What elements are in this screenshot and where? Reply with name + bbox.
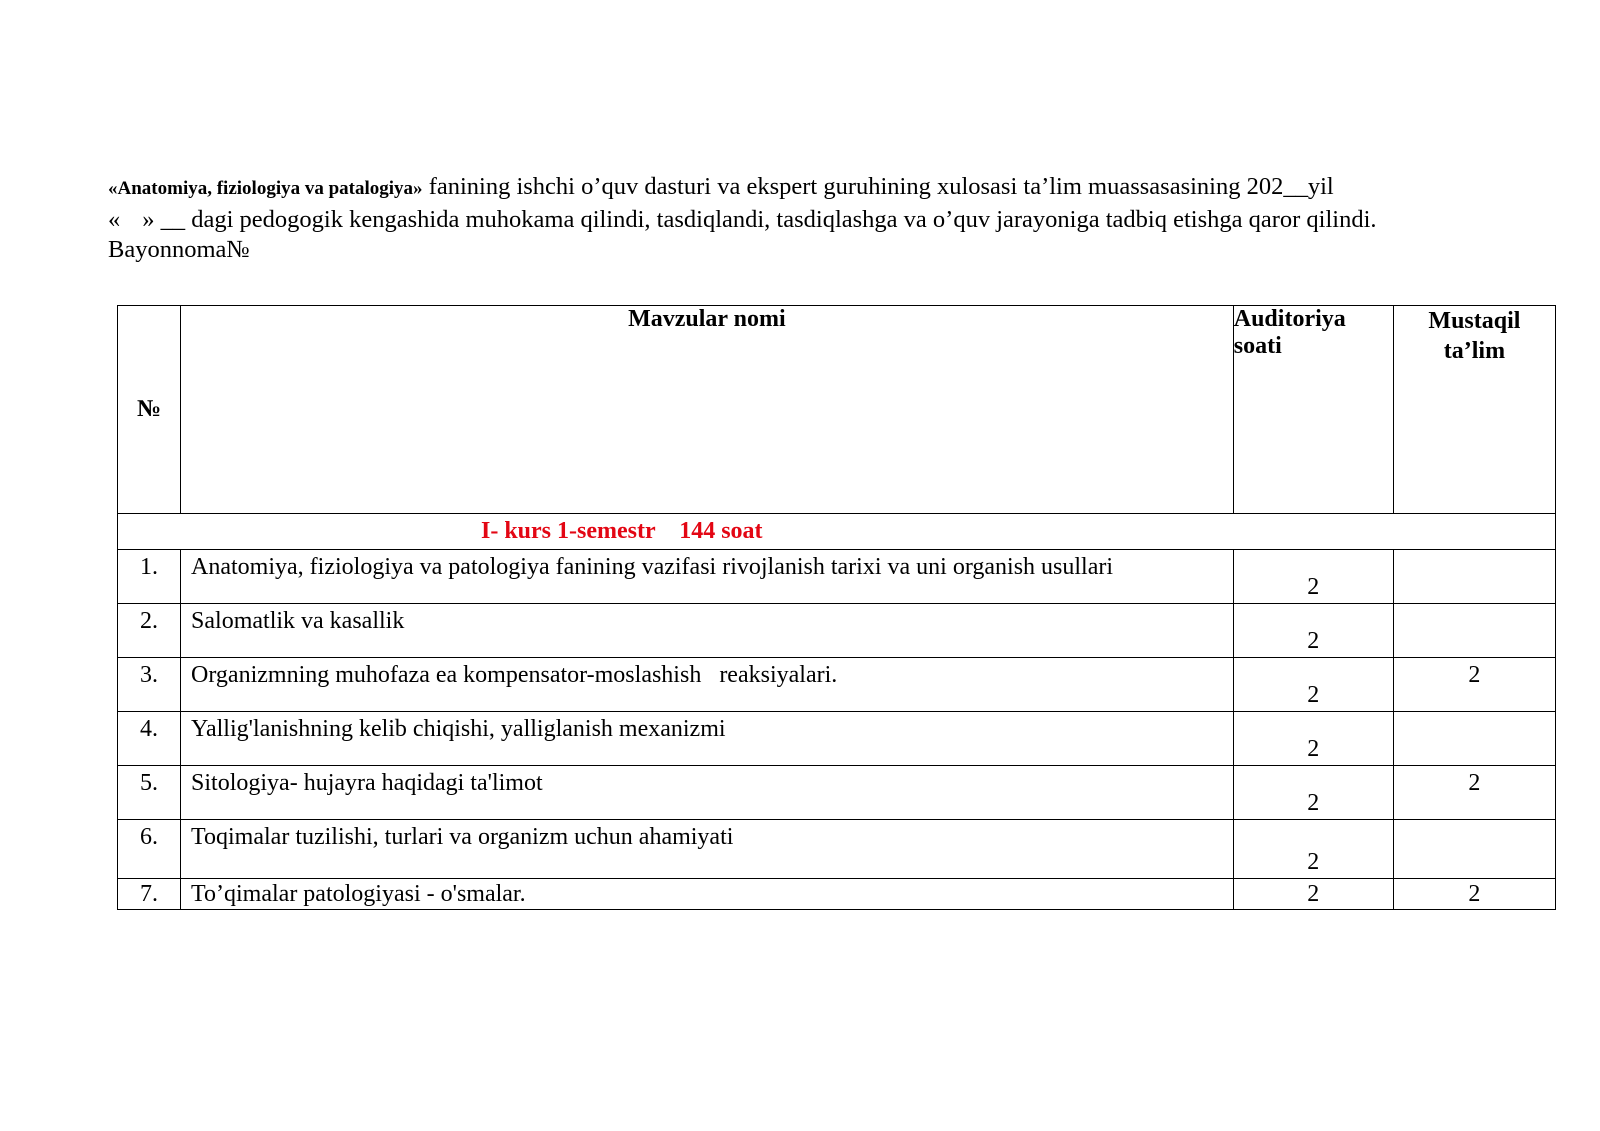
header-independent-line2: ta’lim — [1443, 338, 1506, 364]
row-topic: Sitologiya- hujayra haqidagi ta'limot — [181, 766, 1234, 820]
row-auditorium-hours: 2 — [1233, 820, 1393, 879]
table-row — [118, 658, 1556, 712]
row-number: 6. — [118, 820, 181, 879]
table-header-row — [118, 306, 1556, 514]
row-independent-hours — [1393, 550, 1555, 604]
table-row — [118, 604, 1556, 658]
row-number: 5. — [118, 766, 181, 820]
header-number: № — [118, 306, 181, 514]
header-auditorium-line2: soati — [1233, 333, 1282, 359]
intro-line-2-text: » __ dagi pedogogik kengashida muhokama qilindi, tasdiqlandi, tasdiqlashga va o’quv jarayoniga tadbiq etishga qaror qilindi. — [142, 205, 1377, 233]
table-row — [118, 712, 1556, 766]
row-number: 7. — [118, 879, 181, 910]
header-independent-study — [1393, 306, 1555, 514]
intro-line-2 — [108, 205, 1503, 236]
row-independent-hours — [1393, 712, 1555, 766]
row-independent-hours: 2 — [1393, 879, 1555, 910]
topics-table — [117, 305, 1556, 910]
protocol-number-label: Bayonnoma№ — [108, 236, 250, 263]
row-topic: Salomatlik va kasallik — [181, 604, 1234, 658]
row-topic: Anatomiya, fiziologiya va patologiya fanining vazifasi rivojlanish tarixi va uni organish usullari — [181, 550, 1234, 604]
semester-label: I- kurs 1-semestr 144 soat — [118, 514, 1556, 550]
row-independent-hours: 2 — [1393, 658, 1555, 712]
row-topic: Toqimalar tuzilishi, turlari va organizm uchun ahamiyati — [181, 820, 1234, 879]
intro-line-1 — [108, 172, 1503, 205]
row-number: 1. — [118, 550, 181, 604]
table-row — [118, 820, 1556, 879]
row-independent-hours — [1393, 604, 1555, 658]
row-auditorium-hours: 2 — [1233, 766, 1393, 820]
row-topic: Yallig'lanishning kelib chiqishi, yalliglanish mexanizmi — [181, 712, 1234, 766]
row-independent-hours — [1393, 820, 1555, 879]
row-number: 4. — [118, 712, 181, 766]
row-auditorium-hours: 2 — [1233, 550, 1393, 604]
intro-line-1-text: fanining ishchi o’quv dasturi va ekspert guruhining xulosasi ta’lim muassasasining 202__yil — [422, 173, 1334, 200]
intro-paragraph — [108, 172, 1503, 266]
open-quote: « — [108, 205, 121, 233]
row-auditorium-hours: 2 — [1233, 658, 1393, 712]
row-auditorium-hours: 2 — [1233, 879, 1393, 910]
table-row — [118, 550, 1556, 604]
subject-title: «Anatomiya, fiziologiya va patalogiya» — [108, 178, 423, 199]
table-row — [118, 879, 1556, 910]
row-number: 2. — [118, 604, 181, 658]
header-auditorium-line1: Auditoriya — [1233, 306, 1346, 332]
row-topic: To’qimalar patologiyasi - o'smalar. — [181, 879, 1234, 910]
table-row — [118, 766, 1556, 820]
header-auditorium-hours — [1233, 306, 1393, 514]
row-auditorium-hours: 2 — [1233, 604, 1393, 658]
row-number: 3. — [118, 658, 181, 712]
header-independent-line1: Mustaqil — [1428, 308, 1521, 334]
semester-row — [118, 514, 1556, 550]
row-independent-hours: 2 — [1393, 766, 1555, 820]
row-topic: Organizmning muhofaza ea kompensator-moslashish reaksiyalari. — [181, 658, 1234, 712]
row-auditorium-hours: 2 — [1233, 712, 1393, 766]
header-topic: Mavzular nomi — [181, 306, 1234, 514]
